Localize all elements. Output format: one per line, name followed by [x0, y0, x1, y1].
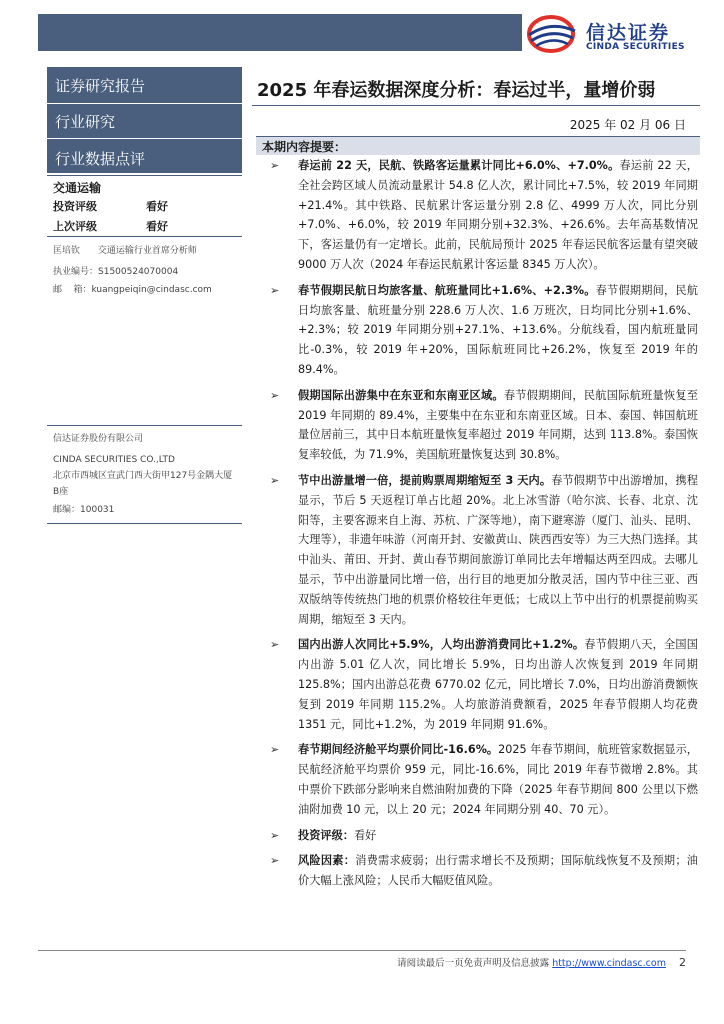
rating-label: 投资评级 — [53, 200, 97, 213]
arrow-bullet-icon: ➢ — [270, 854, 280, 868]
analyst-title: 交通运输行业首席分析师 — [97, 246, 197, 256]
summary-header — [256, 136, 700, 155]
analyst-name: 匡培钦 — [53, 246, 81, 256]
footer-disclaimer: 请阅读最后一页免责声明及信息披露 — [397, 958, 550, 969]
company-address: 北京市西城区宣武门西大街甲127号金隅大厦B座 — [53, 471, 233, 497]
sidebar — [47, 67, 242, 527]
sidebar-divider — [47, 523, 242, 524]
bullet-heading: 节中出游量增一倍，提前购票周期缩短至 3 天内。 — [298, 473, 552, 487]
bullet-text: 消费需求疲弱；出行需求增长不及预期；国际航线恢复不及预期；油价大幅上涨风险；人民币大幅贬值风险。 — [298, 854, 698, 888]
bullet-text: 春节假期节中出游增加，携程显示，节后 5 天返程订单占比超 20%。北上冰雪游（哈尔滨、长春、北京、沈阳等，主要客源来自上海、苏杭、广深等地），南下避寒游（厦门、汕头、昆明、大理等），非遗年味游（河南开封、安徽黄山、陕西西安等）为三大热门选择。其中汕头、莆田、开封、黄山春节期间旅游订单同比去年增幅达两至四成。去哪儿显示，节中出游量同比增一倍，出行目的地更加分散灵活，国内节中往三亚、西双版纳等传统热门地的机票价格较往年更低；七成以上节中出行的机票提前购买周期，缩短至 3 天内。 — [298, 473, 698, 626]
title-underline — [252, 105, 700, 106]
arrow-bullet-icon: ➢ — [270, 828, 280, 842]
analyst-line — [53, 243, 197, 256]
zip-label: 邮编： — [53, 505, 81, 515]
summary-content — [268, 156, 698, 891]
cert-line — [53, 264, 178, 277]
bullet-text: 春节假期期间，民航国际航班量恢复至 2019 年同期的 89.4%，主要集中在东亚和东南亚区域。日本、泰国、韩国航班量位居前三，其中日本航班量恢复率超过 2019 年同期，达到 113.8%。泰国恢复率较低，为 71.9%，美国航班量恢复达到 30.8%。 — [298, 388, 698, 462]
bullet-item — [268, 471, 698, 629]
prev-rating-value: 看好 — [146, 220, 168, 233]
bullet-heading: 春节假期民航日均旅客量、航班量同比+1.6%、+2.3%。 — [298, 283, 596, 297]
email-label: 邮 箱： — [53, 285, 92, 295]
footer-url-link[interactable]: http://www.cindasc.com — [552, 958, 666, 969]
zip-code: 100031 — [80, 505, 115, 515]
arrow-bullet-icon: ➢ — [270, 283, 280, 297]
logo-text-cn: 信达证券 — [586, 22, 671, 44]
bullet-text: 春运前 22 天，全社会跨区域人员流动量累计 54.8 亿人次，累计同比+7.5%，较 2019 年同期+21.4%。其中铁路、民航累计客运量分别 2.8 亿、4999 万人次，同比分别+7.0%、+6.0%，较 2019 年同期分别+32.3%、+26.6%。去年高基数情况下，客运量仍有一定增长。此前，民航局预计 2025 年春运民航客运量有望突破 9000 万人次（2024 年春运民航累计客运量 8345 万人次）。 — [298, 159, 698, 271]
logo-text-en: CINDA SECURITIES — [586, 42, 685, 52]
header-bar — [38, 14, 522, 51]
zip-line — [53, 502, 238, 518]
bullet-text: 看好 — [353, 828, 377, 842]
sector-name: 交通运输 — [53, 181, 102, 195]
bullet-heading: 假期国际出游集中在东亚和东南亚区域。 — [298, 388, 504, 402]
company-name-cn: 信达证券股份有限公司 — [53, 434, 144, 444]
analyst-email[interactable]: kuangpeiqin@cindasc.com — [91, 285, 212, 295]
bullet-item — [268, 740, 698, 819]
bullet-text: 2025 年春节期间，航班管家数据显示，民航经济舱平均票价 959 元，同比-16.6%，同比 2019 年春节微增 2.8%。其中票价下跌部分影响来自燃油附加费的下降（2025 年春节期间 800 公里以下燃油附加费 10 元，以上 20 元；2024 年同期分别 40、70 元）。 — [298, 743, 698, 816]
bullet-item — [268, 386, 698, 465]
company-name-en: CINDA SECURITIES CO.,LTD — [53, 455, 175, 465]
report-type: 证券研究报告 — [47, 67, 242, 103]
cert-number: S1500524070004 — [98, 267, 179, 277]
bullet-heading: 国内出游人次同比+5.9%，人均出游消费同比+1.2%。 — [298, 638, 585, 652]
bullet-heading: 风险因素： — [298, 854, 356, 868]
footer-divider — [38, 950, 686, 951]
bullet-text: 春节假期八天，全国国内出游 5.01 亿人次，同比增长 5.9%，日均出游人次恢复到 2019 年同期 125.8%；国内出游总花费 6770.02 亿元，同比增长 7.0%，日均出游消费额恢复到 2019 年同期 115.2%。人均旅游消费额看，2025 年春节假期人均花费 1351 元，同比+1.2%，为 2019 年同期 91.6%。 — [298, 638, 698, 731]
email-line — [53, 282, 212, 295]
page-number: 2 — [679, 956, 686, 969]
previous-rating — [53, 218, 168, 234]
bullet-item — [268, 281, 698, 380]
sidebar-divider — [47, 425, 242, 426]
report-category: 行业研究 — [47, 104, 242, 138]
bullet-heading: 春节期间经济舱平均票价同比-16.6%。 — [298, 743, 499, 757]
cert-label: 执业编号： — [53, 267, 99, 277]
sidebar-divider — [47, 175, 242, 176]
prev-rating-label: 上次评级 — [53, 220, 97, 233]
page-footer — [397, 955, 686, 969]
rating-value: 看好 — [146, 200, 168, 213]
arrow-bullet-icon: ➢ — [270, 388, 280, 402]
bullet-heading: 春运前 22 天，民航、铁路客运量累计同比+6.0%、+7.0%。 — [298, 159, 620, 172]
report-date: 2025 年 02 月 06 日 — [569, 118, 686, 132]
bullet-item — [268, 826, 698, 846]
arrow-bullet-icon: ➢ — [270, 638, 280, 652]
cinda-logo-icon — [526, 14, 580, 54]
arrow-bullet-icon: ➢ — [270, 743, 280, 757]
cinda-logo — [526, 12, 706, 56]
arrow-bullet-icon: ➢ — [270, 159, 280, 172]
bullet-item — [268, 635, 698, 734]
bullet-text: 春节假期期间，民航日均旅客量、航班量分别 228.6 万人次、1.6 万班次，日均同比分别+1.6%、+2.3%；较 2019 年同期分别+27.1%、+13.6%。分航线看，国内航班量同比-0.3%，较 2019 年+20%，国际航班同比+26.2%，恢复至 2019 年的 89.4%。 — [298, 283, 698, 376]
bullet-item — [268, 851, 698, 891]
page-title: 2025 年春运数据深度分析：春运过半，量增价弱 — [257, 80, 656, 101]
report-subcategory: 行业数据点评 — [47, 139, 242, 173]
bullet-item — [268, 156, 698, 275]
bullet-heading: 投资评级： — [298, 828, 354, 842]
investment-rating — [53, 198, 168, 214]
arrow-bullet-icon: ➢ — [270, 473, 280, 487]
summary-label: 本期内容提要： — [262, 140, 347, 154]
company-block — [53, 431, 238, 518]
sidebar-divider — [47, 236, 242, 237]
